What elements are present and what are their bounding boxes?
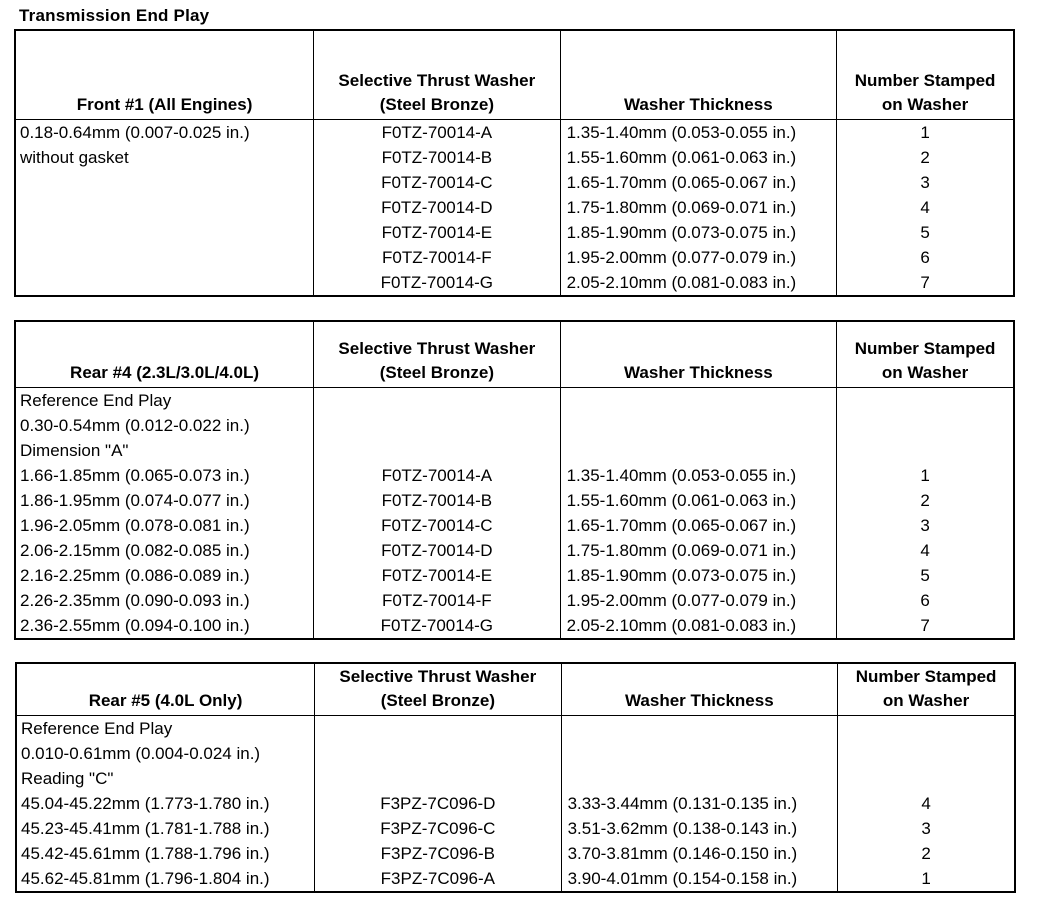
- thickness-cell: 3.33-3.44mm (0.131-0.135 in.): [561, 791, 838, 816]
- stamp-cell: [837, 438, 1014, 463]
- thickness-header: Washer Thickness: [561, 663, 838, 716]
- label-header: Rear #5 (4.0L Only): [16, 663, 315, 716]
- thickness-cell: 1.65-1.70mm (0.065-0.067 in.): [560, 513, 837, 538]
- table-row: [16, 791, 1015, 816]
- stamp-cell: 4: [837, 538, 1014, 563]
- end-play-cell: 1.86-1.95mm (0.074-0.077 in.): [15, 488, 314, 513]
- stamp-cell: 5: [837, 563, 1014, 588]
- end-play-cell: [15, 170, 314, 195]
- table-row: [15, 220, 1014, 245]
- stamp-cell: 1: [837, 120, 1014, 146]
- part-number-cell: [314, 413, 560, 438]
- part-number-cell: F0TZ-70014-D: [314, 195, 560, 220]
- washer-header: [315, 663, 561, 716]
- part-number-cell: F3PZ-7C096-C: [315, 816, 561, 841]
- end-play-cell: Reading "C": [16, 766, 315, 791]
- thickness-cell: 1.75-1.80mm (0.069-0.071 in.): [560, 195, 837, 220]
- washer-header: [314, 30, 560, 120]
- stamped-header-line1: Number Stamped: [854, 71, 996, 90]
- end-play-cell: 45.42-45.61mm (1.788-1.796 in.): [16, 841, 315, 866]
- end-play-cell: [15, 195, 314, 220]
- part-number-cell: F0TZ-70014-C: [314, 513, 560, 538]
- table-row: [15, 538, 1014, 563]
- thickness-cell: 1.85-1.90mm (0.073-0.075 in.): [560, 563, 837, 588]
- stamp-cell: 7: [837, 270, 1014, 296]
- part-number-cell: F0TZ-70014-C: [314, 170, 560, 195]
- part-number-cell: [315, 716, 561, 742]
- stamp-cell: 3: [838, 816, 1015, 841]
- stamp-cell: 3: [837, 513, 1014, 538]
- stamp-cell: 7: [837, 613, 1014, 639]
- page-title: Transmission End Play: [19, 6, 210, 25]
- part-number-cell: F0TZ-70014-E: [314, 563, 560, 588]
- stamped-header-line1: Number Stamped: [854, 339, 996, 358]
- thickness-cell: [560, 438, 837, 463]
- header-row: [16, 663, 1015, 716]
- stamped-header-line2: on Washer: [881, 363, 969, 382]
- washer-header-line2: (Steel Bronze): [379, 363, 494, 382]
- front-1-table: [14, 29, 1015, 297]
- thickness-cell: 3.90-4.01mm (0.154-0.158 in.): [561, 866, 838, 892]
- part-number-cell: F0TZ-70014-G: [314, 613, 560, 639]
- end-play-cell: 1.66-1.85mm (0.065-0.073 in.): [15, 463, 314, 488]
- end-play-cell: Reference End Play: [15, 388, 314, 414]
- stamp-cell: 4: [837, 195, 1014, 220]
- table-row: [15, 245, 1014, 270]
- table-row: [15, 145, 1014, 170]
- end-play-cell: Dimension "A": [15, 438, 314, 463]
- end-play-cell: 45.23-45.41mm (1.781-1.788 in.): [16, 816, 315, 841]
- stamp-cell: 6: [837, 588, 1014, 613]
- end-play-cell: 2.26-2.35mm (0.090-0.093 in.): [15, 588, 314, 613]
- table-row: [16, 866, 1015, 892]
- part-number-cell: [314, 388, 560, 414]
- stamped-header-line2: on Washer: [881, 95, 969, 114]
- label-header: Rear #4 (2.3L/3.0L/4.0L): [15, 321, 314, 388]
- stamp-cell: 2: [837, 488, 1014, 513]
- table-row: [16, 766, 1015, 791]
- end-play-cell: 2.06-2.15mm (0.082-0.085 in.): [15, 538, 314, 563]
- thickness-cell: 1.75-1.80mm (0.069-0.071 in.): [560, 538, 837, 563]
- table-row: [15, 463, 1014, 488]
- part-number-cell: F0TZ-70014-B: [314, 145, 560, 170]
- thickness-cell: 1.65-1.70mm (0.065-0.067 in.): [560, 170, 837, 195]
- part-number-cell: F0TZ-70014-A: [314, 463, 560, 488]
- end-play-cell: 0.010-0.61mm (0.004-0.024 in.): [16, 741, 315, 766]
- end-play-cell: 1.96-2.05mm (0.078-0.081 in.): [15, 513, 314, 538]
- thickness-header: Washer Thickness: [560, 321, 837, 388]
- end-play-cell: without gasket: [15, 145, 314, 170]
- part-number-cell: F0TZ-70014-D: [314, 538, 560, 563]
- stamp-cell: 2: [838, 841, 1015, 866]
- table-row: [15, 513, 1014, 538]
- thickness-cell: [560, 413, 837, 438]
- thickness-cell: 1.85-1.90mm (0.073-0.075 in.): [560, 220, 837, 245]
- thickness-cell: [561, 716, 838, 742]
- thickness-cell: 3.51-3.62mm (0.138-0.143 in.): [561, 816, 838, 841]
- end-play-cell: Reference End Play: [16, 716, 315, 742]
- table-row: [15, 563, 1014, 588]
- end-play-cell: 45.62-45.81mm (1.796-1.804 in.): [16, 866, 315, 892]
- table-row: [16, 741, 1015, 766]
- part-number-cell: [315, 741, 561, 766]
- washer-header-line2: (Steel Bronze): [380, 691, 495, 710]
- table-row: [15, 120, 1014, 146]
- washer-header-line1: Selective Thrust Washer: [338, 71, 536, 90]
- thickness-header: Washer Thickness: [560, 30, 837, 120]
- end-play-cell: [15, 245, 314, 270]
- part-number-cell: F0TZ-70014-E: [314, 220, 560, 245]
- thickness-cell: 1.95-2.00mm (0.077-0.079 in.): [560, 245, 837, 270]
- washer-header-line2: (Steel Bronze): [379, 95, 494, 114]
- thickness-cell: [561, 741, 838, 766]
- table-row: [15, 270, 1014, 296]
- part-number-cell: F3PZ-7C096-D: [315, 791, 561, 816]
- stamp-cell: 1: [837, 463, 1014, 488]
- table-row: [16, 716, 1015, 742]
- end-play-cell: 0.18-0.64mm (0.007-0.025 in.): [15, 120, 314, 146]
- end-play-cell: [15, 220, 314, 245]
- rear-5-table: [15, 662, 1016, 893]
- part-number-cell: F3PZ-7C096-A: [315, 866, 561, 892]
- thickness-cell: 3.70-3.81mm (0.146-0.150 in.): [561, 841, 838, 866]
- header-row: [15, 321, 1014, 388]
- washer-header-line1: Selective Thrust Washer: [338, 339, 536, 358]
- table-row: [15, 195, 1014, 220]
- stamp-cell: 6: [837, 245, 1014, 270]
- washer-header: [314, 321, 560, 388]
- thickness-cell: 2.05-2.10mm (0.081-0.083 in.): [560, 613, 837, 639]
- table-row: [16, 816, 1015, 841]
- label-header: Front #1 (All Engines): [15, 30, 314, 120]
- stamp-cell: [838, 716, 1015, 742]
- end-play-cell: 45.04-45.22mm (1.773-1.780 in.): [16, 791, 315, 816]
- thickness-cell: 1.55-1.60mm (0.061-0.063 in.): [560, 488, 837, 513]
- thickness-cell: [561, 766, 838, 791]
- table-row: [15, 388, 1014, 414]
- part-number-cell: F0TZ-70014-B: [314, 488, 560, 513]
- stamp-cell: 5: [837, 220, 1014, 245]
- stamp-cell: 1: [838, 866, 1015, 892]
- part-number-cell: [314, 438, 560, 463]
- thickness-cell: 1.95-2.00mm (0.077-0.079 in.): [560, 588, 837, 613]
- stamped-header-line1: Number Stamped: [855, 667, 997, 686]
- stamp-cell: [838, 741, 1015, 766]
- thickness-cell: 1.35-1.40mm (0.053-0.055 in.): [560, 120, 837, 146]
- thickness-cell: 1.55-1.60mm (0.061-0.063 in.): [560, 145, 837, 170]
- stamp-cell: [838, 766, 1015, 791]
- thickness-cell: 2.05-2.10mm (0.081-0.083 in.): [560, 270, 837, 296]
- table-row: [15, 438, 1014, 463]
- stamp-cell: 4: [838, 791, 1015, 816]
- end-play-cell: 2.16-2.25mm (0.086-0.089 in.): [15, 563, 314, 588]
- stamped-header: [838, 663, 1015, 716]
- thickness-cell: [560, 388, 837, 414]
- table-row: [16, 841, 1015, 866]
- table-row: [15, 413, 1014, 438]
- table-row: [15, 170, 1014, 195]
- stamp-cell: 2: [837, 145, 1014, 170]
- part-number-cell: F0TZ-70014-F: [314, 588, 560, 613]
- part-number-cell: F3PZ-7C096-B: [315, 841, 561, 866]
- table-row: [15, 613, 1014, 639]
- end-play-cell: 2.36-2.55mm (0.094-0.100 in.): [15, 613, 314, 639]
- stamped-header: [837, 30, 1014, 120]
- end-play-cell: [15, 270, 314, 296]
- stamped-header: [837, 321, 1014, 388]
- part-number-cell: F0TZ-70014-A: [314, 120, 560, 146]
- part-number-cell: F0TZ-70014-G: [314, 270, 560, 296]
- part-number-cell: F0TZ-70014-F: [314, 245, 560, 270]
- washer-header-line1: Selective Thrust Washer: [339, 667, 537, 686]
- table-row: [15, 588, 1014, 613]
- stamp-cell: [837, 413, 1014, 438]
- thickness-cell: 1.35-1.40mm (0.053-0.055 in.): [560, 463, 837, 488]
- header-row: [15, 30, 1014, 120]
- end-play-cell: 0.30-0.54mm (0.012-0.022 in.): [15, 413, 314, 438]
- table-row: [15, 488, 1014, 513]
- stamp-cell: 3: [837, 170, 1014, 195]
- rear-4-table: [14, 320, 1015, 640]
- part-number-cell: [315, 766, 561, 791]
- stamped-header-line2: on Washer: [882, 691, 970, 710]
- stamp-cell: [837, 388, 1014, 414]
